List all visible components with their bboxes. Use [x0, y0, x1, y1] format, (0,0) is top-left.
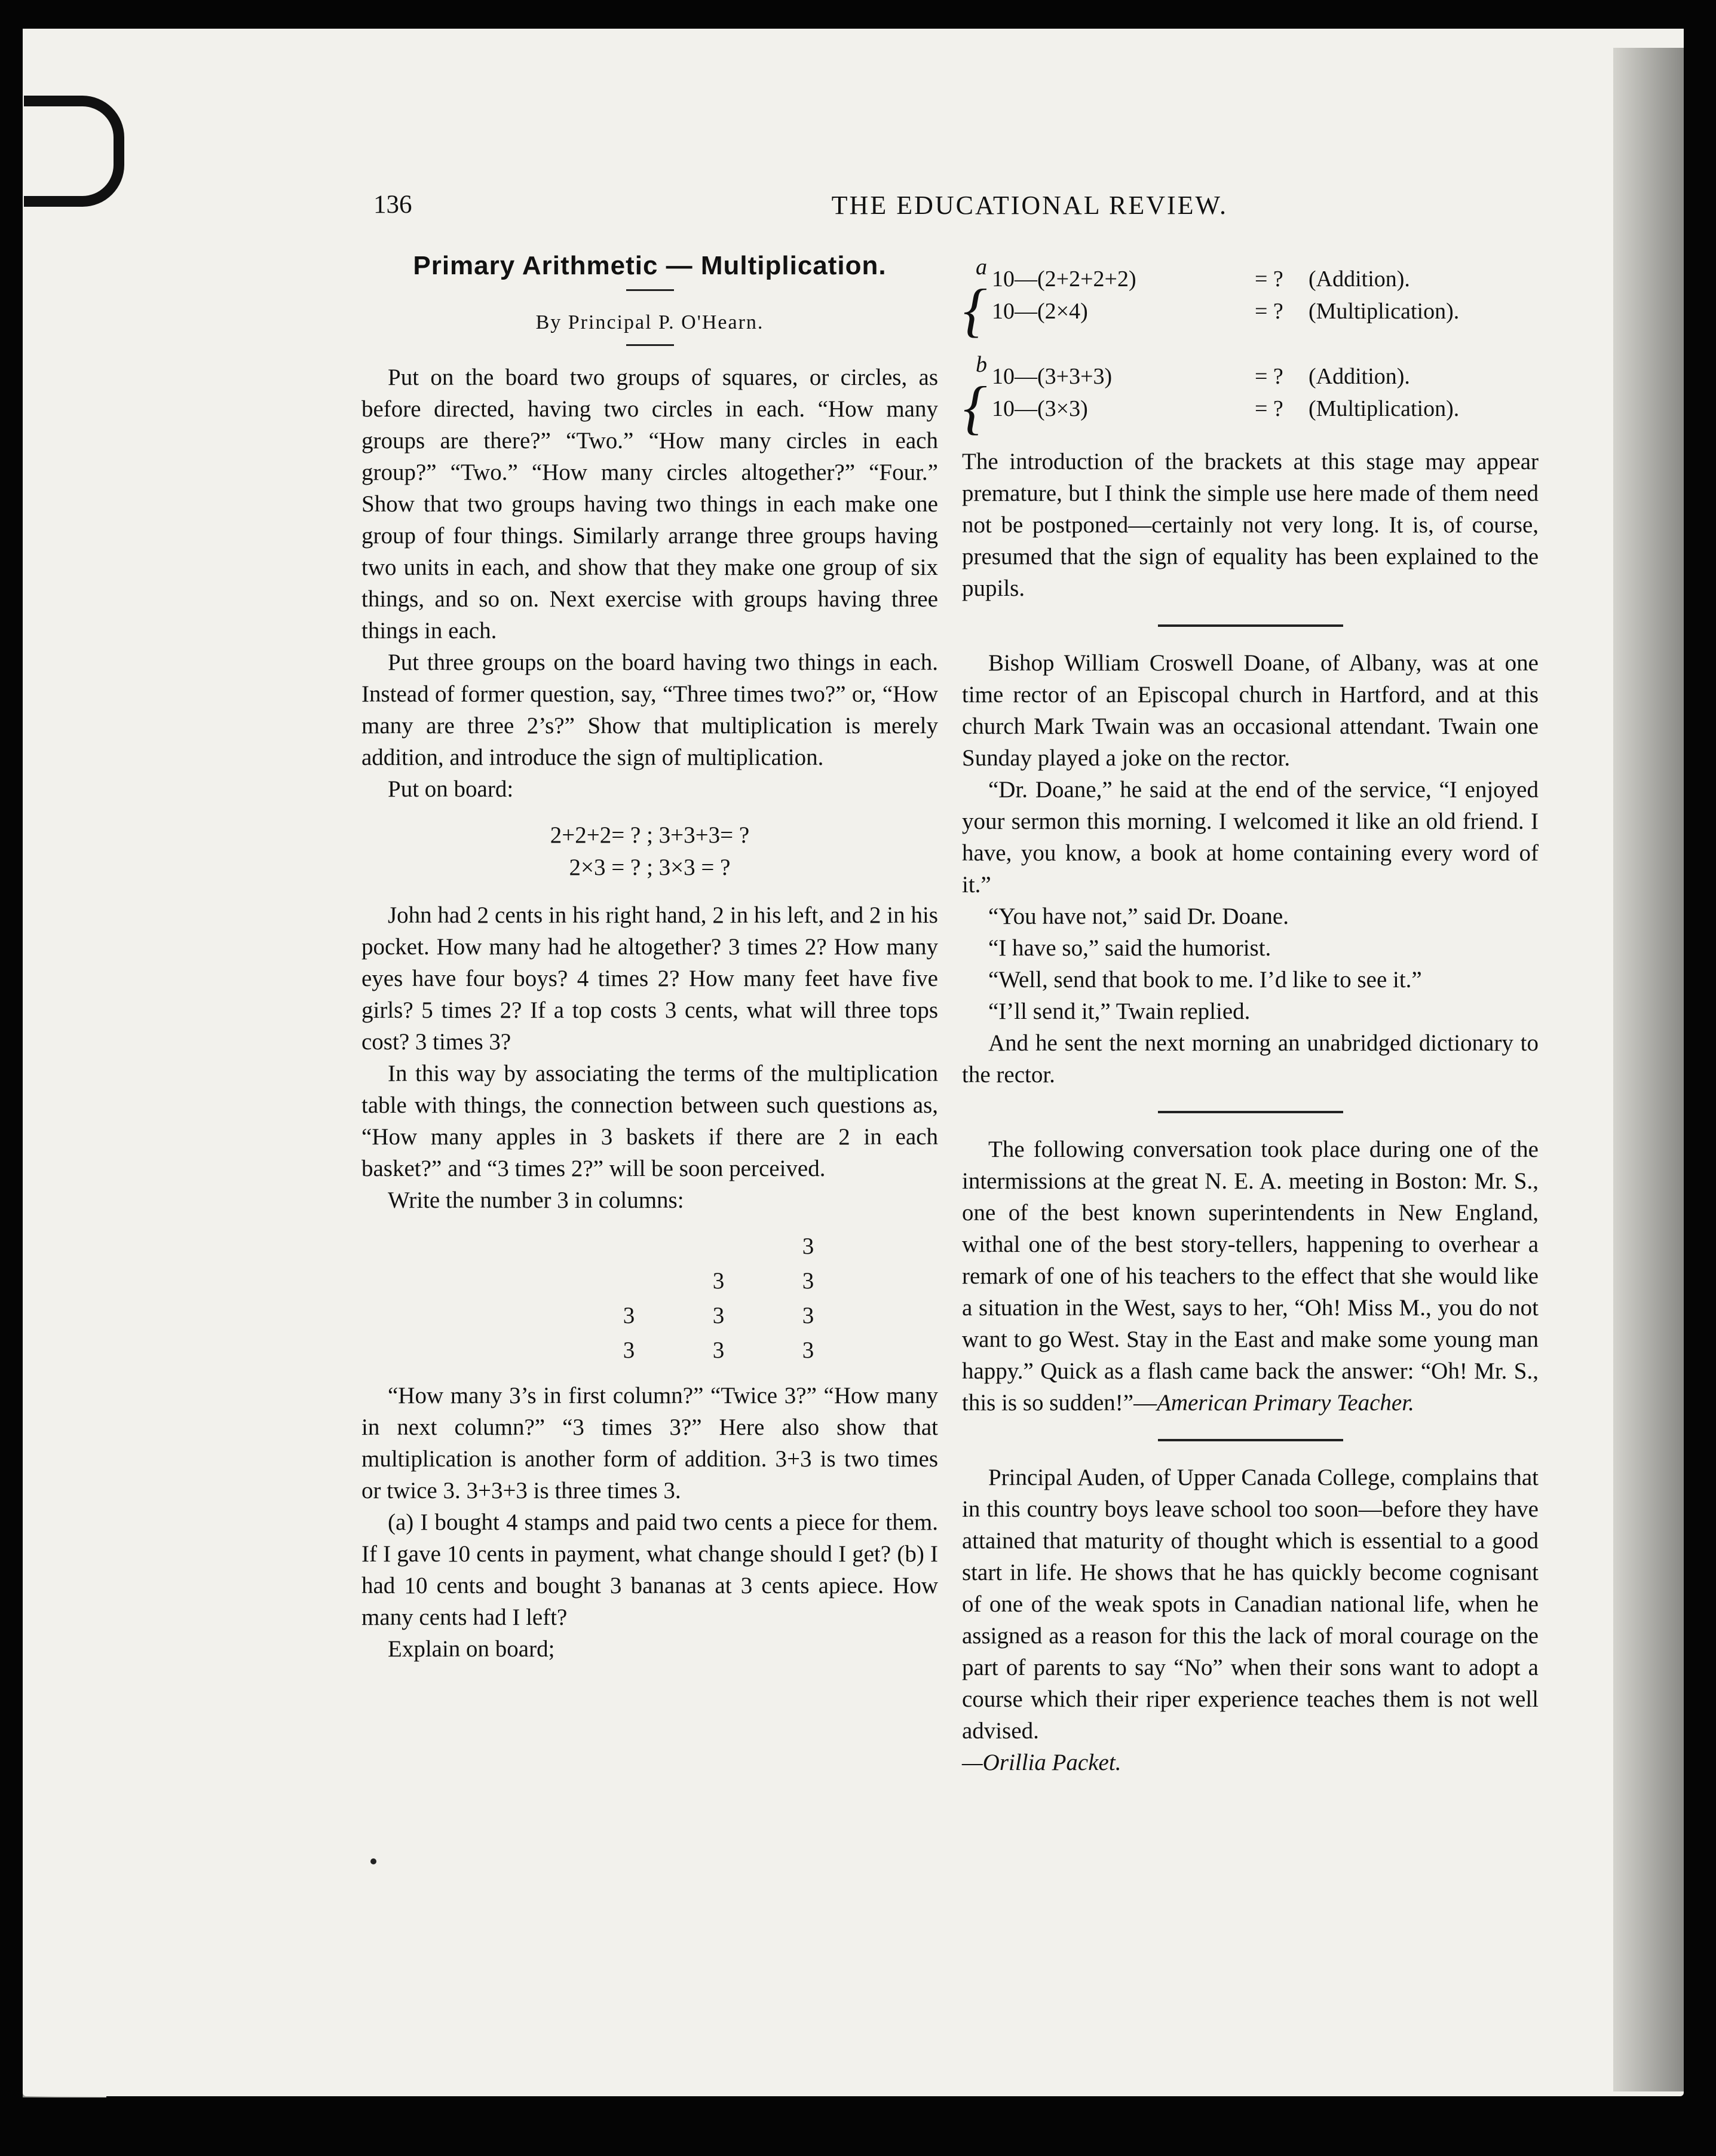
equation-line: 2×3 = ? ; 3×3 = ?	[569, 855, 731, 880]
brace-equals: = ? = ?	[1255, 266, 1283, 324]
paragraph: “You have not,” said Dr. Doane.	[988, 904, 1289, 929]
byline: By Principal P. O'Hearn.	[535, 311, 764, 333]
paragraph: “I’ll send it,” Twain replied.	[988, 999, 1251, 1024]
grid-cell: 3	[712, 1337, 725, 1363]
paragraph: Put three groups on the board having two things in each. Instead of former question, say, “Three times two?” or, “How many are three 2’s?” Show that multiplication is merely addition, and introduce the sign of multiplication.	[361, 650, 938, 770]
equation-block	[361, 819, 938, 884]
grid-cell: 3	[802, 1337, 814, 1363]
byline-rule	[626, 344, 674, 346]
paragraph: John had 2 cents in his right hand, 2 in his left, and 2 in his pocket. How many had he altogether? 3 times 2? How many eyes have four boys? 4 times 2? How many feet have five girls? 5 times 2? If a top costs 3 cents, what will three tops cost? 3 times 3?	[361, 902, 938, 1055]
paragraph: The introduction of the brackets at this stage may appear premature, but I think the simple use here made of them need not be postponed—certainly not very long. It is, of course, presumed that the sign of equality has been explained to the pupils.	[962, 449, 1539, 601]
running-head: THE EDUCATIONAL REVIEW.	[831, 191, 1228, 220]
title-rule	[626, 289, 674, 291]
number-columns	[499, 1229, 938, 1368]
grid-cell	[674, 1229, 764, 1264]
paragraph: Write the number 3 in columns:	[388, 1187, 684, 1213]
brace-expressions: 10—(2+2+2+2) 10—(2×4)	[992, 266, 1136, 324]
paragraph: “How many 3’s in first column?” “Twice 3?” “How many in next column?” “3 times 3?” Here also show that multiplication is another form of addition. 3+3 is two times or twice 3. 3+3+3 is three times 3.	[361, 1383, 938, 1503]
paragraph: “Dr. Doane,” he said at the end of the service, “I enjoyed your sermon this morning. I welcomed it like an old friend. I have, you know, a book at home containing every word of it.”	[962, 777, 1539, 898]
page-gutter-shadow	[1613, 48, 1684, 2091]
brace-label: a{	[963, 255, 987, 343]
grid-cell: 3	[802, 1303, 814, 1328]
paragraph: The following conversation took place during one of the intermissions at the great N. E. A. meeting in Boston: Mr. S., one of the best known superintendents in New England, withal one of the best story-tellers, happening to overhear a remark of one of his teachers to the effect that she would like a situation in the West, says to her, “Oh! Miss M., you do not want to go West. Stay in the East and make some young man happy.” Quick as a flash came back the answer: “Oh! Mr. S., this is so sudden!”—American Primary Teacher.	[962, 1137, 1539, 1416]
section-separator	[1158, 1439, 1343, 1441]
ink-dot	[370, 1858, 376, 1864]
paragraph: “Well, send that book to me. I’d like to see it.”	[988, 967, 1422, 993]
page-header	[373, 190, 1228, 226]
source-citation: —Orillia Packet.	[962, 1750, 1121, 1775]
page-number: 136	[373, 191, 412, 219]
section-separator	[1158, 624, 1343, 627]
paragraph: And he sent the next morning an unabridged dictionary to the rector.	[962, 1030, 1539, 1088]
brace-group-b	[962, 348, 1539, 440]
brace-expressions: 10—(3+3+3) 10—(3×3)	[992, 363, 1113, 421]
grid-cell: 3	[712, 1303, 725, 1328]
grid-cell: 3	[623, 1303, 635, 1328]
paragraph: Explain on board;	[388, 1636, 555, 1662]
paragraph: Principal Auden, of Upper Canada College, complains that in this country boys leave school too soon—before they have attained that maturity of thought which is essential to a good start in life. He shows that he has quickly become cognisant of one of the weak spots in Canadian national life, when he assigned as a reason for this the lack of moral courage on the part of parents to say “No” when their sons want to adopt a course which their riper experience teaches them is not well advised.	[962, 1465, 1539, 1744]
article-title: Primary Arithmetic — Multiplication.	[413, 251, 887, 280]
paragraph: “I have so,” said the humorist.	[988, 935, 1271, 961]
right-column	[962, 251, 1539, 1778]
source-citation: American Primary Teacher.	[1157, 1390, 1414, 1416]
brace-operations: (Addition). (Multiplication).	[1309, 363, 1460, 421]
grid-cell: 3	[802, 1268, 814, 1294]
brace-operations: (Addition). (Multiplication).	[1309, 266, 1460, 324]
brace-equals: = ? = ?	[1255, 363, 1283, 421]
binder-clip	[24, 96, 124, 207]
paragraph: Bishop William Croswell Doane, of Albany, was at one time rector of an Episcopal church in Hartford, and at this church Mark Twain was an occasional attendant. Twain one Sunday played a joke on the rector.	[962, 650, 1539, 771]
brace-group-a	[962, 251, 1539, 343]
equation-line: 2+2+2= ? ; 3+3+3= ?	[550, 822, 750, 848]
paragraph: Put on board:	[388, 776, 514, 802]
paragraph: (a) I bought 4 stamps and paid two cents a piece for them. If I gave 10 cents in payment, what change should I get? (b) I had 10 cents and bought 3 bananas at 3 cents apiece. How many cents had I left?	[361, 1509, 938, 1630]
grid-cell: 3	[623, 1337, 635, 1363]
paragraph: In this way by associating the terms of the multiplication table with things, the connection between such questions as, “How many apples in 3 baskets if there are 2 in each basket?” and “3 times 2?” will be soon perceived.	[361, 1061, 938, 1181]
left-column	[361, 251, 938, 1665]
paragraph: Put on the board two groups of squares, or circles, as before directed, having two circles in each. “How many groups are there?” “Two.” “How many circles in each group?” “Two.” “How many circles altogether?” “Four.” Show that two groups having two things in each make one group of four things. Similarly arrange three groups having two units in each, and show that they make one group of six things, and so on. Next exercise with groups having three things in each.	[361, 365, 938, 644]
grid-cell	[584, 1229, 674, 1264]
grid-cell	[584, 1264, 674, 1298]
section-separator	[1158, 1111, 1343, 1113]
brace-label: b{	[963, 352, 987, 440]
grid-cell: 3	[802, 1233, 814, 1259]
grid-cell: 3	[712, 1268, 725, 1294]
